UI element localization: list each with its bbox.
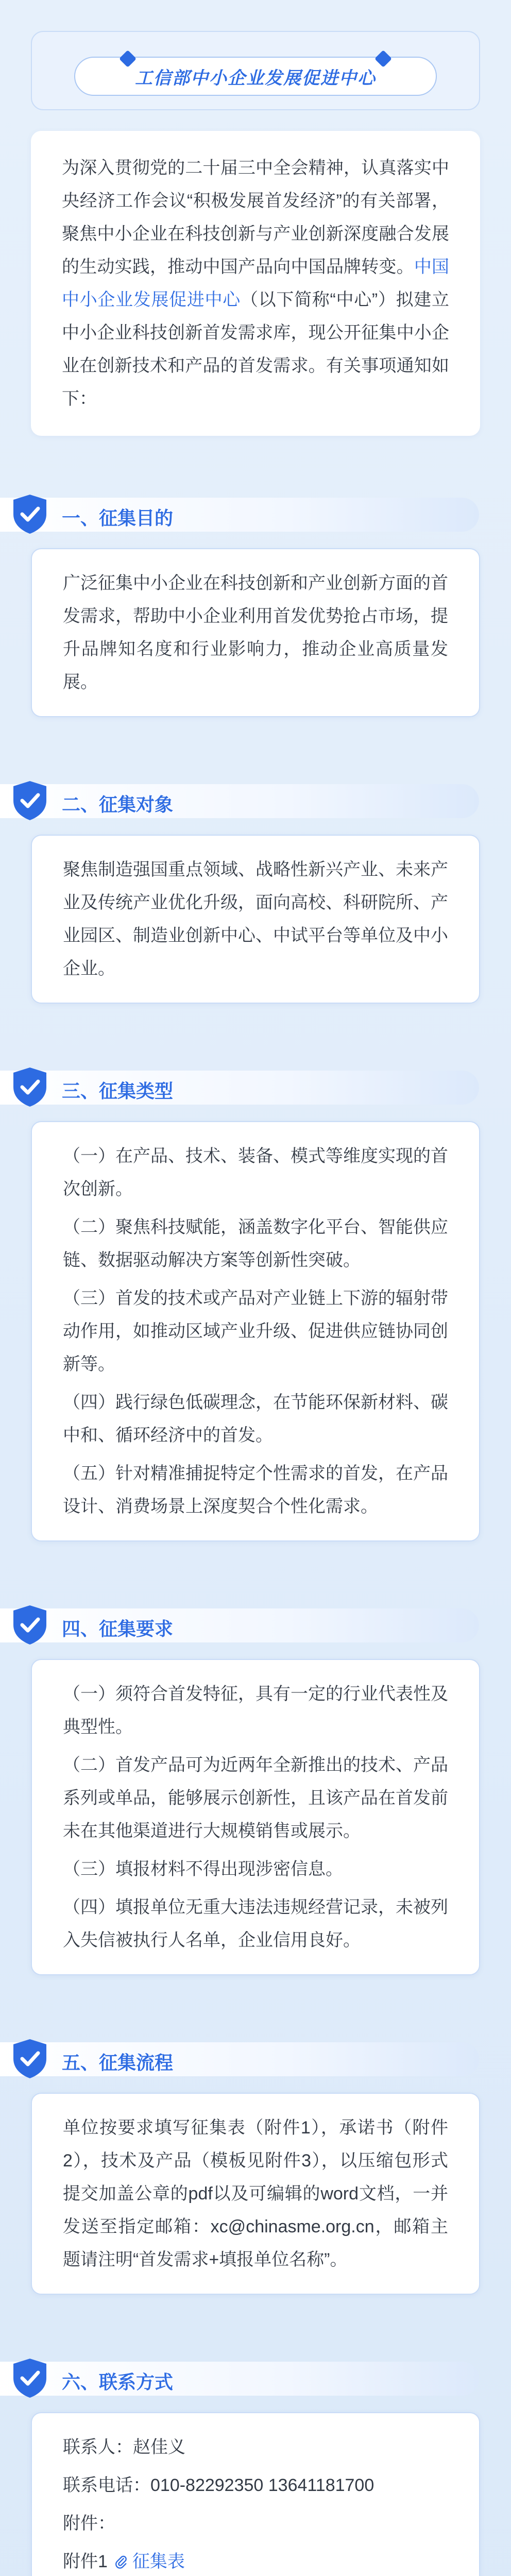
section-card [31,1659,480,1975]
attachments-label: 附件： [63,2514,115,2533]
section-purpose [0,498,511,717]
intro-card [31,131,480,436]
shield-check-icon [11,780,48,821]
section-body: 广泛征集中小企业在科技创新和产业创新方面的首发需求，帮助中小企业利用首发优势抢占市场，提升品牌知名度和行业影响力，推动企业高质量发展。 [63,573,448,692]
shield-check-icon [11,1604,48,1646]
shield-check-icon [11,1066,48,1108]
header-box [31,31,480,110]
section-card [31,835,480,1004]
section-card [31,2093,480,2295]
section-title: 四、征集要求 [62,1618,174,1639]
section-header [0,498,511,534]
list-item: （四）填报单位无重大违法违规经营记录，未被列入失信被执行人名单，企业信用良好。 [63,1897,448,1950]
section-body: 聚焦制造强国重点领域、战略性新兴产业、未来产业及传统产业优化升级，面向高校、科研院所、产业园区、制造业创新中心、中试平台等单位及中小企业。 [63,860,448,978]
shield-check-icon [11,2038,48,2079]
attachment-row[interactable] [63,2545,448,2576]
list-item: （三）填报材料不得出现涉密信息。 [63,1859,343,1879]
section-header [0,1071,511,1107]
section-title: 五、征集流程 [62,2052,174,2073]
header-title: 工信部中小企业发展促进中心 [135,68,376,88]
section-header [0,2362,511,2398]
section-targets [0,784,511,1004]
list-item: （一）须符合首发特征，具有一定的行业代表性及典型性。 [63,1684,448,1737]
section-card [31,2412,480,2576]
section-title: 六、联系方式 [62,2371,174,2393]
paperclip-icon [114,2554,128,2569]
attachment-link[interactable]: 征集表 [132,2552,185,2571]
list-item: （一）在产品、技术、装备、模式等维度实现的首次创新。 [63,1146,448,1199]
intro-text-before: 为深入贯彻党的二十届三中全会精神，认真落实中央经济工作会议“积极发展首发经济”的有关部署，聚焦中小企业在科技创新与产业创新深度融合发展的生动实践，推动中国产品向中国品牌转变。 [62,158,449,277]
section-header [0,1608,511,1645]
section-types [0,1071,511,1541]
section-card [31,548,480,717]
section-body: 单位按要求填写征集表（附件1），承诺书（附件2），技术及产品（模板见附件3），以压缩包形式提交加盖公章的pdf以及可编辑的word文档，一并发送至指定邮箱：xc@chinasme.org.cn，邮箱主题请注明“首发需求+填报单位名称”。 [63,2118,448,2269]
contact-phone: 联系电话：010-82292350 13641181700 [63,2476,374,2495]
section-contact [0,2362,511,2576]
header-ornament-right [374,50,392,67]
section-card [31,1121,480,1541]
intro-text-after: （以下简称“中心”）拟建立中小企业科技创新首发需求库，现公开征集中小企业在创新技术和产品的首发需求。有关事项通知如下： [62,290,449,409]
section-title: 一、征集目的 [62,507,174,529]
header-ornament-left [119,50,137,67]
header-title-pill [74,57,437,96]
list-item: （四）践行绿色低碳理念，在节能环保新材料、碳中和、循环经济中的首发。 [63,1393,448,1445]
intro-highlight-link[interactable]: 中国中小企业发展促进中心 [62,257,450,310]
section-header [0,2042,511,2078]
section-title: 二、征集对象 [62,794,174,815]
shield-check-icon [11,2358,48,2399]
shield-check-icon [11,494,48,535]
section-title: 三、征集类型 [62,1080,174,1101]
list-item: （三）首发的技术或产品对产业链上下游的辐射带动作用，如推动区域产业升级、促进供应链协同创新等。 [63,1289,448,1374]
contact-person: 联系人：赵佳义 [63,2437,185,2457]
list-item: （五）针对精准捕捉特定个性需求的首发，在产品设计、消费场景上深度契合个性化需求。 [63,1464,448,1516]
section-process [0,2042,511,2295]
section-requirements [0,1608,511,1975]
list-item: （二）首发产品可为近两年全新推出的技术、产品系列或单品，能够展示创新性，且该产品在首发前未在其他渠道进行大规模销售或展示。 [63,1755,448,1841]
section-header [0,784,511,820]
list-item: （二）聚焦科技赋能，涵盖数字化平台、智能供应链、数据驱动解决方案等创新性突破。 [63,1217,448,1270]
attachment-prefix: 附件1 [63,2552,108,2571]
